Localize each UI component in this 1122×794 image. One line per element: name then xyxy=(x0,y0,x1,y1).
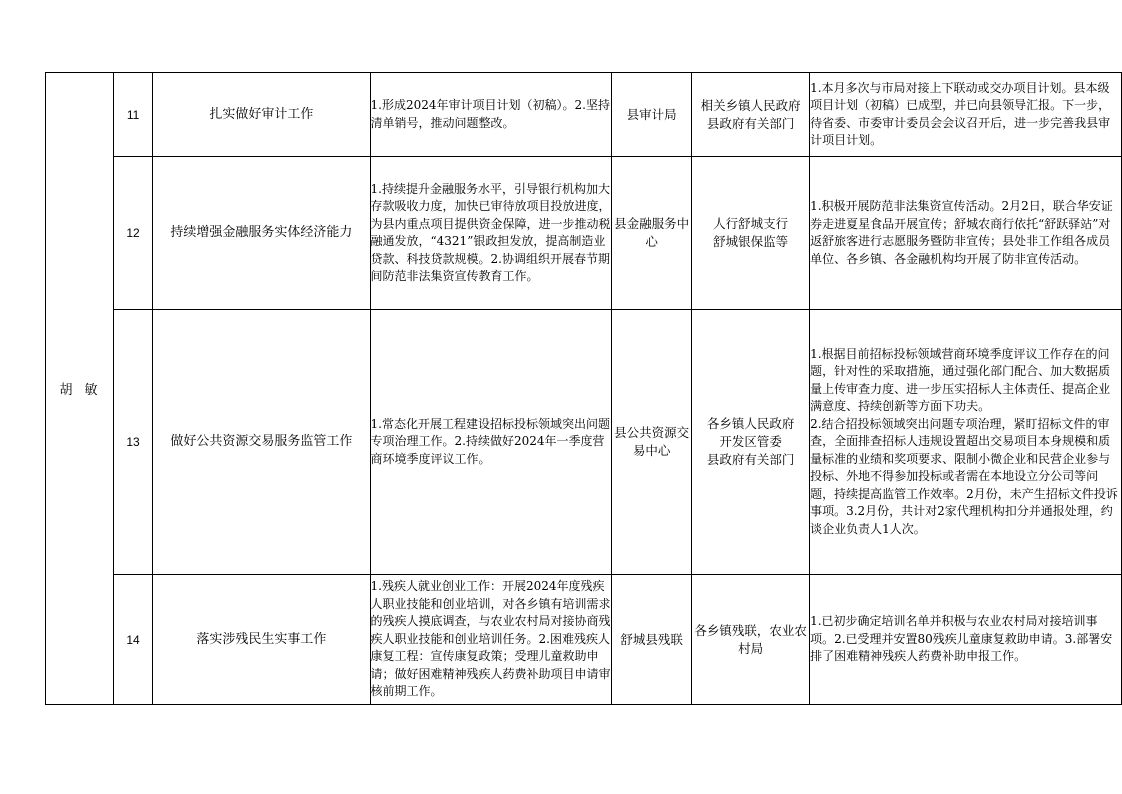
cooperating-departments: 相关乡镇人民政府 县政府有关部门 xyxy=(692,73,810,157)
cooperating-departments: 各乡镇残联，农业农村局 xyxy=(692,575,810,705)
table-row xyxy=(46,310,1122,575)
row-number: 11 xyxy=(113,73,152,157)
task-measures: 1.残疾人就业创业工作：开展2024年度残疾人职业技能和创业培训，对各乡镇有培训需求的残疾人摸底调查，与农业农村局对接协商残疾人职业技能和创业培训任务。2.困难残疾人康复工程：宣传康复政策；受理儿童救助申请；做好困难精神残疾人药费补助项目申请审核前期工作。 xyxy=(370,575,612,705)
task-title: 做好公共资源交易服务监管工作 xyxy=(153,310,370,575)
progress-description: 1.本月多次与市局对接上下联动或交办项目计划。县本级项目计划（初稿）已成型，并已向县领导汇报。下一步，待省委、市委审计委员会会议召开后，进一步完善我县审计项目计划。 xyxy=(810,73,1122,157)
progress-description: 1.积极开展防范非法集资宣传活动。2月2日，联合华安证券走进夏星食品开展宣传；舒城农商行依托“舒跃驿站”对返舒旅客进行志愿服务暨防非宣传；县处非工作组各成员单位、各乡镇、各金融机构均开展了防非宣传活动。 xyxy=(810,157,1122,310)
task-measures: 1.常态化开展工程建设招标投标领域突出问题专项治理工作。2.持续做好2024年一季度营商环境季度评议工作。 xyxy=(370,310,612,575)
table-row xyxy=(46,157,1122,310)
responsible-leader-cell xyxy=(46,73,114,705)
task-title: 持续增强金融服务实体经济能力 xyxy=(153,157,370,310)
lead-department: 舒城县残联 xyxy=(612,575,692,705)
task-measures: 1.形成2024年审计项目计划（初稿）。2.坚持清单销号，推动问题整改。 xyxy=(370,73,612,157)
progress-description: 1.根据目前招标投标领域营商环境季度评议工作存在的问题，针对性的采取措施，通过强化部门配合、加大数据质量上传审查力度、进一步压实招标人主体责任、提高企业满意度、持续创新等方面下功夫。 2.结合招投标领域突出问题专项治理，紧盯招标文件的审查，全面排查招标人违规设置超出交易项目本身规模和质量标准的业绩和奖项要求、限制小微企业和民营企业参与投标、外地不得参加投标或者需在本地设立分公司等问题，持续提高监管工作效率。2月份，未产生招标文件投诉事项。3.2月份，共计对2家代理机构扣分并通报处理，约谈企业负责人1人次。 xyxy=(810,310,1122,575)
cooperating-departments: 各乡镇人民政府 开发区管委 县政府有关部门 xyxy=(692,310,810,575)
row-number: 14 xyxy=(113,575,152,705)
table-row xyxy=(46,73,1122,157)
lead-department: 县金融服务中心 xyxy=(612,157,692,310)
cooperating-departments: 人行舒城支行 舒城银保监等 xyxy=(692,157,810,310)
lead-department: 县公共资源交易中心 xyxy=(612,310,692,575)
work-task-table xyxy=(45,72,1122,705)
task-measures: 1.持续提升金融服务水平，引导银行机构加大存款吸收力度，加快已审待放项目投放进度，为县内重点项目提供资金保障，进一步推动税融通发放，“4321”银政担发放，提高制造业贷款、科技贷款规模。2.协调组织开展春节期间防范非法集资宣传教育工作。 xyxy=(370,157,612,310)
row-number: 12 xyxy=(113,157,152,310)
lead-department: 县审计局 xyxy=(612,73,692,157)
progress-description: 1.已初步确定培训名单并积极与农业农村局对接培训事项。2.已受理并安置80残疾儿童康复救助申请。3.部署安排了困难精神残疾人药费补助申报工作。 xyxy=(810,575,1122,705)
table-row xyxy=(46,575,1122,705)
task-title: 扎实做好审计工作 xyxy=(153,73,370,157)
task-title: 落实涉残民生实事工作 xyxy=(153,575,370,705)
row-number: 13 xyxy=(113,310,152,575)
responsible-leader-name: 胡敏 xyxy=(59,383,110,398)
